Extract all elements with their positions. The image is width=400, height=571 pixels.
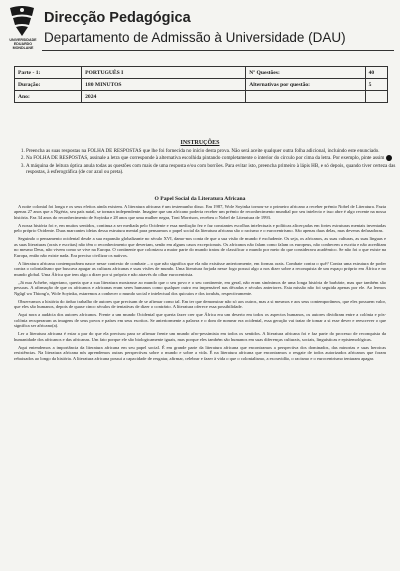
article-paragraph: Ler a literatura africana é estar a par do que ela precisou para se afirmar frente um mundo afro-pessimista em todos os sentidos. A literatura africana foi e faz parte do processo de reconquista da humanidade dos africanos e das africanas. Um fato porque ele são biologicamente iguais, mas porque eles também são humanos em suas diferenças culturais, sociais, linguísticas e epistemológicas. <box>14 331 386 342</box>
instructions-list <box>14 148 398 176</box>
duration-label: Duração: <box>15 79 82 91</box>
header-divider <box>42 50 394 51</box>
instruction-item: 2. Na FOLHA DE RESPOSTAS, assinale a letra que corresponde à alternativa escolhida pintando completamente o interior do círculo por cima da letra. Por exemplo, pinte assim <box>26 155 398 161</box>
university-logo-icon <box>8 4 36 62</box>
instruction-item: 3. A máquina de leitura óptica anula todas as questões com mais de uma resposta e/ou com borrões. Para evitar isto, preencha primeiro à lápis HB, e só depois, quando tiver certeza das respostas, à esferográfica (de cor azul ou preta). <box>26 163 398 176</box>
filled-circle-icon <box>386 155 392 161</box>
duration-value: 180 MINUTOS <box>82 79 246 91</box>
part-value: PORTUGUÊS I <box>82 67 246 79</box>
alternatives-label: Alternativas por questão: <box>246 79 365 91</box>
header-title: Direcção Pedagógica <box>44 10 191 26</box>
questions-label: Nº Questões: <box>246 67 365 79</box>
article-body <box>14 204 386 364</box>
instruction-item: 1. Preencha as suas respostas na FOLHA DE RESPOSTAS que lhe foi fornecida no início desta prova. Não será aceite qualquer outra folha adicional, incluindo este enunciado. <box>26 148 398 154</box>
alternatives-value: 5 <box>365 79 387 91</box>
article-paragraph: A nossa história foi e, em muitos sentidos, continua a ser mediada pelo Ocidente e essa mediação fez e faz constantes escolhas intelectuais e políticas alicerçadas em fortes estruturas mentais inventadas pelo próprio Ocidente. Duas marcantes ideias dessa estrutura mental para pensarmos o papel social da literatura africana são o racismo e o eurocentrismo. São apenas duas delas, mas deveras defasadoras. <box>14 222 386 234</box>
header-subtitle: Departamento de Admissão à Universidade (DAU) <box>44 30 346 45</box>
article-paragraph: Observamos a história do árduo trabalho de autores que precisam de se afirmar como tal. Em ter que demonstrar não só aos outros, mas a si mesmos e aos seus contemporâneos, que eles possuem valor, que eles são humanos, depois de quase cinco séculos de tentativas de dizer o contrário. A literatura oferece essa possibilidade. <box>14 298 386 310</box>
header <box>6 2 394 64</box>
year-value: 2024 <box>82 91 246 103</box>
empty-cell <box>246 91 365 103</box>
article-paragraph: Aqui entendemos a importância da literatura africana em seu papel social. É em grande parte da literatura africana que encontramos a perspectiva dos dominados, das minorias e suas heroicas resistências. Na literatura africana nós aprendemos outras perspectivas sobre o mundo e sobre a vida. É na literatura africana que encontramos o resgate de todos autorizados africanos que foram rebaixados ao longo da história. A literatura africana possui a capacidade de resgatar, afirmar, celebrar e fazer à vida o que o colonialismo, a escravidão, o racismo e o eurocentrismo tentaram apagar. <box>14 344 386 361</box>
exam-info-table <box>14 66 388 103</box>
article-paragraph: A noite colonial foi longa e os seus efeitos ainda existem. A literatura africana é um testemunho disso. Em 1987, Wole Soyinka tornou-se o primeiro africano a receber prémio Nobel de Literatura. Fazia apenas 27 anos que a Nigéria, seu país natal, se tornara independente. Imagine que um africano poderia receber um prémio de reconhecimento mundial por seu intelecto e isso abre é algo recente na nossa história. Faz 34 anos do reconhecimento de Soyinka e 28 anos que uma mulher negra, Toni Morrison, recebeu o Nobel de Literatura de 1993. <box>14 204 386 220</box>
part-label: Parte - 1: <box>15 67 82 79</box>
questions-value: 40 <box>365 67 387 79</box>
article-paragraph: A literatura africana contemporânea nasce nesse contexto de combate – o que não significa que ela não existisse anteriormente, em formas orais. Combate contra o quê? Contra uma estrutura de poder contra o colonialismo que buscava apagar as culturas africanas e suas visões de mundo. Uma literatura forjada nesse fogo possui algo a nos dizer sobre a reconquista de um espaço próprio em África e no mundo global. Uma África que tem algo a dizer por si própria e não através do olhar eurocentrista. <box>14 260 386 277</box>
empty-cell <box>365 91 387 103</box>
article-title: O Papel Social da Literatura Africana <box>154 196 246 202</box>
logo-text: UNIVERSIDADE EDUARDO MONDLANE <box>9 38 37 51</box>
article-paragraph: Aqui nora a audácia dos autores africanos. Frente a um mundo Ocidental que queria fazer crer que África era um deserto em todos os aspectos humanos, os autores dividiram entre a colónia e pós-colónia recuperaram as imagens de seus povos e países em seus escritos. Se anteriormente a palavra e o dom de nomear era ocidental, essa geração vai tratar de tomar a si esse dever e reescrever o que significa ser africano(a). <box>14 312 386 329</box>
article-paragraph: Seguindo o pensamento ocidental desde a sua expansão globalizante no século XVI, damo-nos conta de que a sua visão de mundo é excludente. Os seja, os africanos, as suas culturas, as suas línguas e as suas literaturas (orais e escritas) não têm o reconhecimento que deveriam, senão em alguns casos excepcionais. Os africanos não falam como falam os europeus, não conhecem a escrita e não acreditam no mesmo Deus, não vivem como se vive na Europa. O continente que colonizou a maior parte do mundo tratou de classificar o mundo por meio do que considerava académico. Se não foi o que existe na Europa, então não existe nada. Era preciso civilizar os nativos. <box>14 236 386 258</box>
year-label: Ano: <box>15 91 82 103</box>
article-paragraph: „Já nua Achebe, nigeriano, queria que a sua literatura mostrasse ao mundo que o seu povo e o seu continente, em geral, não eram sinónimos de uma longa história de barbárie, mas que também são pessoas. A afirmação de que os africanos e africanas eram seres humanos como qualquer outro era impensável nas décadas e séculos anteriores. Esta missão não foi seguida apenas por ele. Ao lermos Ngũgĩ wa Thiong'o, Wole Soyinka, estaremos a conhecer o mundo social e intelectual dos quicuios e dos iorubás, respectivamente. <box>14 279 386 296</box>
instructions-title: INSTRUÇÕES <box>180 140 220 146</box>
